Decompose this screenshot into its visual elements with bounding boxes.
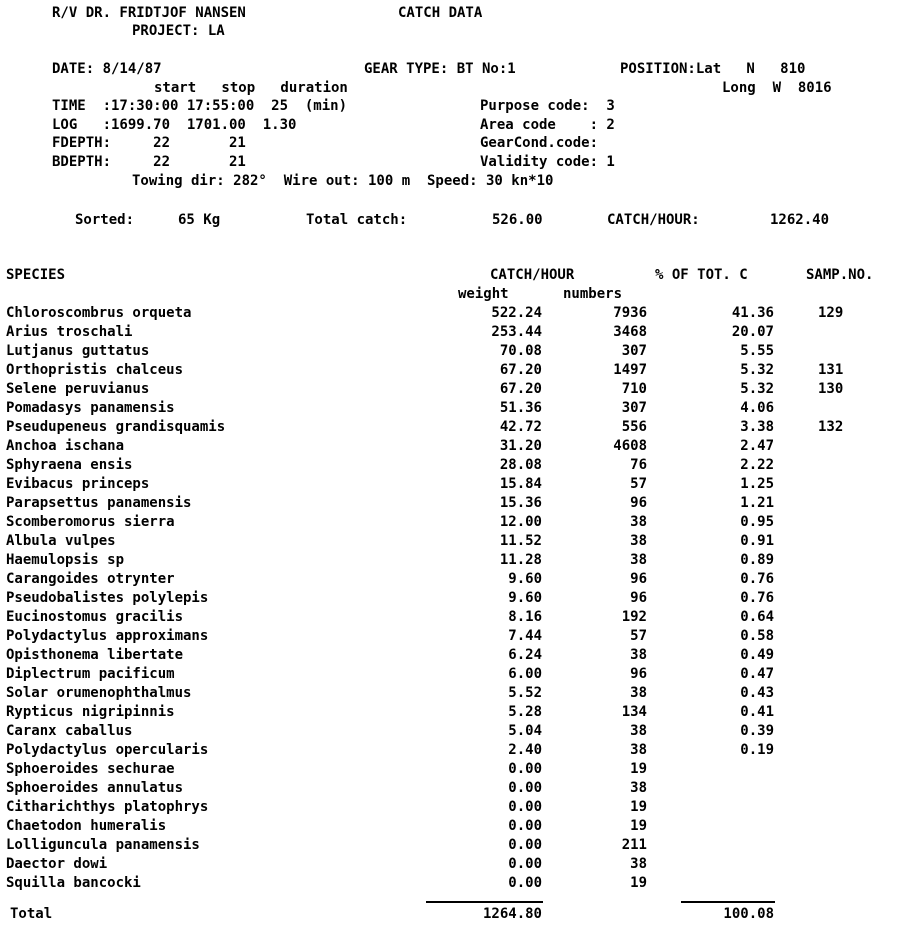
- sample-number: 131: [818, 362, 844, 378]
- numbers-value: 96: [630, 571, 647, 587]
- percent-value: 1.21: [740, 495, 774, 511]
- table-row: [0, 304, 900, 323]
- species-name: Orthopristis chalceus: [6, 362, 184, 378]
- weight-value: 11.52: [499, 533, 542, 549]
- numbers-value: 38: [630, 552, 647, 568]
- table-row: [0, 855, 900, 874]
- weight-value: 6.00: [508, 666, 542, 682]
- percent-value: 0.64: [740, 609, 774, 625]
- table-row: [0, 475, 900, 494]
- species-name: Anchoa ischana: [6, 438, 125, 454]
- numbers-value: 192: [621, 609, 647, 625]
- percent-value: 2.47: [740, 438, 774, 454]
- species-name: Caranx caballus: [6, 723, 133, 739]
- sample-number: 130: [818, 381, 844, 397]
- sorted-value: 65 Kg: [178, 212, 221, 228]
- species-name: Pseudupeneus grandisquamis: [6, 419, 226, 435]
- table-row: [0, 513, 900, 532]
- position-long: Long W 8016: [722, 80, 832, 96]
- numbers-value: 38: [630, 742, 647, 758]
- species-name: Sphyraena ensis: [6, 457, 133, 473]
- weight-value: 67.20: [499, 381, 542, 397]
- weight-value: 522.24: [491, 305, 542, 321]
- species-name: Polydactylus opercularis: [6, 742, 209, 758]
- table-row: [0, 836, 900, 855]
- species-name: Eucinostomus gracilis: [6, 609, 184, 625]
- table-row: [0, 399, 900, 418]
- species-name: Squilla bancocki: [6, 875, 141, 891]
- project-label: PROJECT: LA: [132, 23, 225, 39]
- species-name: Lutjanus guttatus: [6, 343, 150, 359]
- weight-value: 0.00: [508, 837, 542, 853]
- species-name: Scomberomorus sierra: [6, 514, 175, 530]
- table-row: [0, 817, 900, 836]
- table-row: [0, 456, 900, 475]
- validity-code: Validity code: 1: [480, 154, 615, 170]
- table-row: [0, 703, 900, 722]
- bdepth-row: BDEPTH: 22 21: [52, 154, 246, 170]
- table-row: [0, 323, 900, 342]
- weight-value: 2.40: [508, 742, 542, 758]
- species-name: Parapsettus panamensis: [6, 495, 192, 511]
- percent-total-column-head: % OF TOT. C: [655, 267, 748, 283]
- species-name: Chaetodon humeralis: [6, 818, 167, 834]
- time-row: TIME :17:30:00 17:55:00 25 (min): [52, 98, 348, 114]
- species-name: Citharichthys platophrys: [6, 799, 209, 815]
- percent-value: 5.55: [740, 343, 774, 359]
- weight-total-rule: [426, 901, 543, 903]
- weight-value: 0.00: [508, 780, 542, 796]
- total-label: Total: [10, 906, 53, 922]
- numbers-value: 19: [630, 818, 647, 834]
- weight-value: 5.04: [508, 723, 542, 739]
- table-row: [0, 589, 900, 608]
- table-row: [0, 665, 900, 684]
- species-name: Polydactylus approximans: [6, 628, 209, 644]
- weight-value: 28.08: [499, 457, 542, 473]
- sample-number-column-head: SAMP.NO.: [806, 267, 874, 283]
- catch-hour-value: 1262.40: [770, 212, 830, 228]
- table-row: [0, 684, 900, 703]
- weight-value: 6.24: [508, 647, 542, 663]
- catch-hour-label: CATCH/HOUR:: [607, 212, 700, 228]
- species-name: Rypticus nigripinnis: [6, 704, 175, 720]
- table-row: [0, 570, 900, 589]
- species-name: Pomadasys panamensis: [6, 400, 175, 416]
- percent-value: 5.32: [740, 362, 774, 378]
- weight-value: 0.00: [508, 761, 542, 777]
- gear-type: GEAR TYPE: BT No:1: [364, 61, 516, 77]
- percent-value: 5.32: [740, 381, 774, 397]
- table-row: [0, 418, 900, 437]
- weight-value: 11.28: [499, 552, 542, 568]
- percent-value: 2.22: [740, 457, 774, 473]
- table-row: [0, 551, 900, 570]
- species-name: Chloroscombrus orqueta: [6, 305, 192, 321]
- species-name: Albula vulpes: [6, 533, 116, 549]
- species-name: Daector dowi: [6, 856, 108, 872]
- table-row: [0, 741, 900, 760]
- numbers-value: 38: [630, 685, 647, 701]
- weight-value: 12.00: [499, 514, 542, 530]
- numbers-value: 211: [621, 837, 647, 853]
- sample-number: 132: [818, 419, 844, 435]
- document-title: CATCH DATA: [398, 5, 483, 21]
- species-column-head: SPECIES: [6, 267, 66, 283]
- species-name: Arius troschali: [6, 324, 133, 340]
- weight-value: 31.20: [499, 438, 542, 454]
- table-row: [0, 380, 900, 399]
- percent-value: 0.39: [740, 723, 774, 739]
- species-name: Carangoides otrynter: [6, 571, 175, 587]
- species-name: Evibacus princeps: [6, 476, 150, 492]
- percent-value: 0.58: [740, 628, 774, 644]
- table-row: [0, 722, 900, 741]
- percent-value: 41.36: [731, 305, 774, 321]
- table-row: [0, 437, 900, 456]
- numbers-value: 76: [630, 457, 647, 473]
- weight-value: 15.36: [499, 495, 542, 511]
- weight-value: 70.08: [499, 343, 542, 359]
- table-row: [0, 608, 900, 627]
- weight-value: 8.16: [508, 609, 542, 625]
- percent-value: 0.76: [740, 571, 774, 587]
- percent-value: 3.38: [740, 419, 774, 435]
- numbers-value: 3468: [613, 324, 647, 340]
- table-row: [0, 342, 900, 361]
- log-row: LOG :1699.70 1701.00 1.30: [52, 117, 297, 133]
- weight-value: 5.52: [508, 685, 542, 701]
- percent-value: 0.43: [740, 685, 774, 701]
- numbers-value: 19: [630, 799, 647, 815]
- percent-value: 0.89: [740, 552, 774, 568]
- percent-value: 0.95: [740, 514, 774, 530]
- numbers-value: 38: [630, 780, 647, 796]
- total-weight: 1264.80: [482, 906, 542, 922]
- numbers-value: 1497: [613, 362, 647, 378]
- numbers-value: 57: [630, 476, 647, 492]
- gear-condition-code: GearCond.code:: [480, 135, 599, 151]
- weight-value: 42.72: [499, 419, 542, 435]
- station-date: DATE: 8/14/87: [52, 61, 162, 77]
- species-name: Sphoeroides sechurae: [6, 761, 175, 777]
- table-row: [0, 646, 900, 665]
- weight-value: 0.00: [508, 856, 542, 872]
- numbers-value: 38: [630, 514, 647, 530]
- numbers-value: 4608: [613, 438, 647, 454]
- fdepth-row: FDEPTH: 22 21: [52, 135, 246, 151]
- position-lat: POSITION:Lat N 810: [620, 61, 806, 77]
- numbers-value: 96: [630, 495, 647, 511]
- species-name: Opisthonema libertate: [6, 647, 184, 663]
- weight-value: 5.28: [508, 704, 542, 720]
- weight-value: 0.00: [508, 875, 542, 891]
- table-row: [0, 798, 900, 817]
- weight-value: 0.00: [508, 799, 542, 815]
- numbers-value: 710: [621, 381, 647, 397]
- percent-value: 0.76: [740, 590, 774, 606]
- catch-hour-column-head: CATCH/HOUR: [490, 267, 575, 283]
- percent-value: 0.91: [740, 533, 774, 549]
- percent-value: 1.25: [740, 476, 774, 492]
- species-name: Pseudobalistes polylepis: [6, 590, 209, 606]
- numbers-value: 307: [621, 343, 647, 359]
- weight-value: 253.44: [491, 324, 542, 340]
- numbers-value: 19: [630, 761, 647, 777]
- numbers-value: 38: [630, 856, 647, 872]
- sorted-label: Sorted:: [75, 212, 135, 228]
- total-catch-value: 526.00: [492, 212, 543, 228]
- weight-value: 0.00: [508, 818, 542, 834]
- numbers-value: 57: [630, 628, 647, 644]
- table-row: [0, 874, 900, 893]
- numbers-value: 38: [630, 723, 647, 739]
- species-name: Solar orumenophthalmus: [6, 685, 192, 701]
- table-row: [0, 494, 900, 513]
- weight-column-head: weight: [458, 286, 509, 302]
- weight-value: 9.60: [508, 571, 542, 587]
- weight-value: 51.36: [499, 400, 542, 416]
- numbers-value: 96: [630, 666, 647, 682]
- weight-value: 15.84: [499, 476, 542, 492]
- table-row: [0, 532, 900, 551]
- total-percent: 100.08: [723, 906, 774, 922]
- numbers-column-head: numbers: [563, 286, 623, 302]
- weight-value: 9.60: [508, 590, 542, 606]
- percent-value: 20.07: [731, 324, 774, 340]
- species-name: Selene peruvianus: [6, 381, 150, 397]
- percent-total-rule: [681, 901, 775, 903]
- numbers-value: 556: [621, 419, 647, 435]
- table-row: [0, 760, 900, 779]
- numbers-value: 307: [621, 400, 647, 416]
- table-row: [0, 779, 900, 798]
- percent-value: 0.47: [740, 666, 774, 682]
- percent-value: 4.06: [740, 400, 774, 416]
- vessel-name: R/V DR. FRIDTJOF NANSEN: [52, 5, 246, 21]
- table-row: [0, 627, 900, 646]
- total-catch-label: Total catch:: [306, 212, 408, 228]
- species-name: Haemulopsis sp: [6, 552, 125, 568]
- numbers-value: 38: [630, 647, 647, 663]
- towing-info: Towing dir: 282° Wire out: 100 m Speed: 30 kn*10: [132, 173, 554, 189]
- numbers-value: 134: [621, 704, 647, 720]
- table-row: [0, 361, 900, 380]
- time-column-heads: start stop duration: [154, 80, 348, 96]
- percent-value: 0.41: [740, 704, 774, 720]
- weight-value: 7.44: [508, 628, 542, 644]
- percent-value: 0.49: [740, 647, 774, 663]
- species-name: Sphoeroides annulatus: [6, 780, 184, 796]
- percent-value: 0.19: [740, 742, 774, 758]
- sample-number: 129: [818, 305, 844, 321]
- species-name: Lolliguncula panamensis: [6, 837, 200, 853]
- weight-value: 67.20: [499, 362, 542, 378]
- species-name: Diplectrum pacificum: [6, 666, 175, 682]
- numbers-value: 19: [630, 875, 647, 891]
- numbers-value: 96: [630, 590, 647, 606]
- numbers-value: 7936: [613, 305, 647, 321]
- area-code: Area code : 2: [480, 117, 615, 133]
- purpose-code: Purpose code: 3: [480, 98, 615, 114]
- numbers-value: 38: [630, 533, 647, 549]
